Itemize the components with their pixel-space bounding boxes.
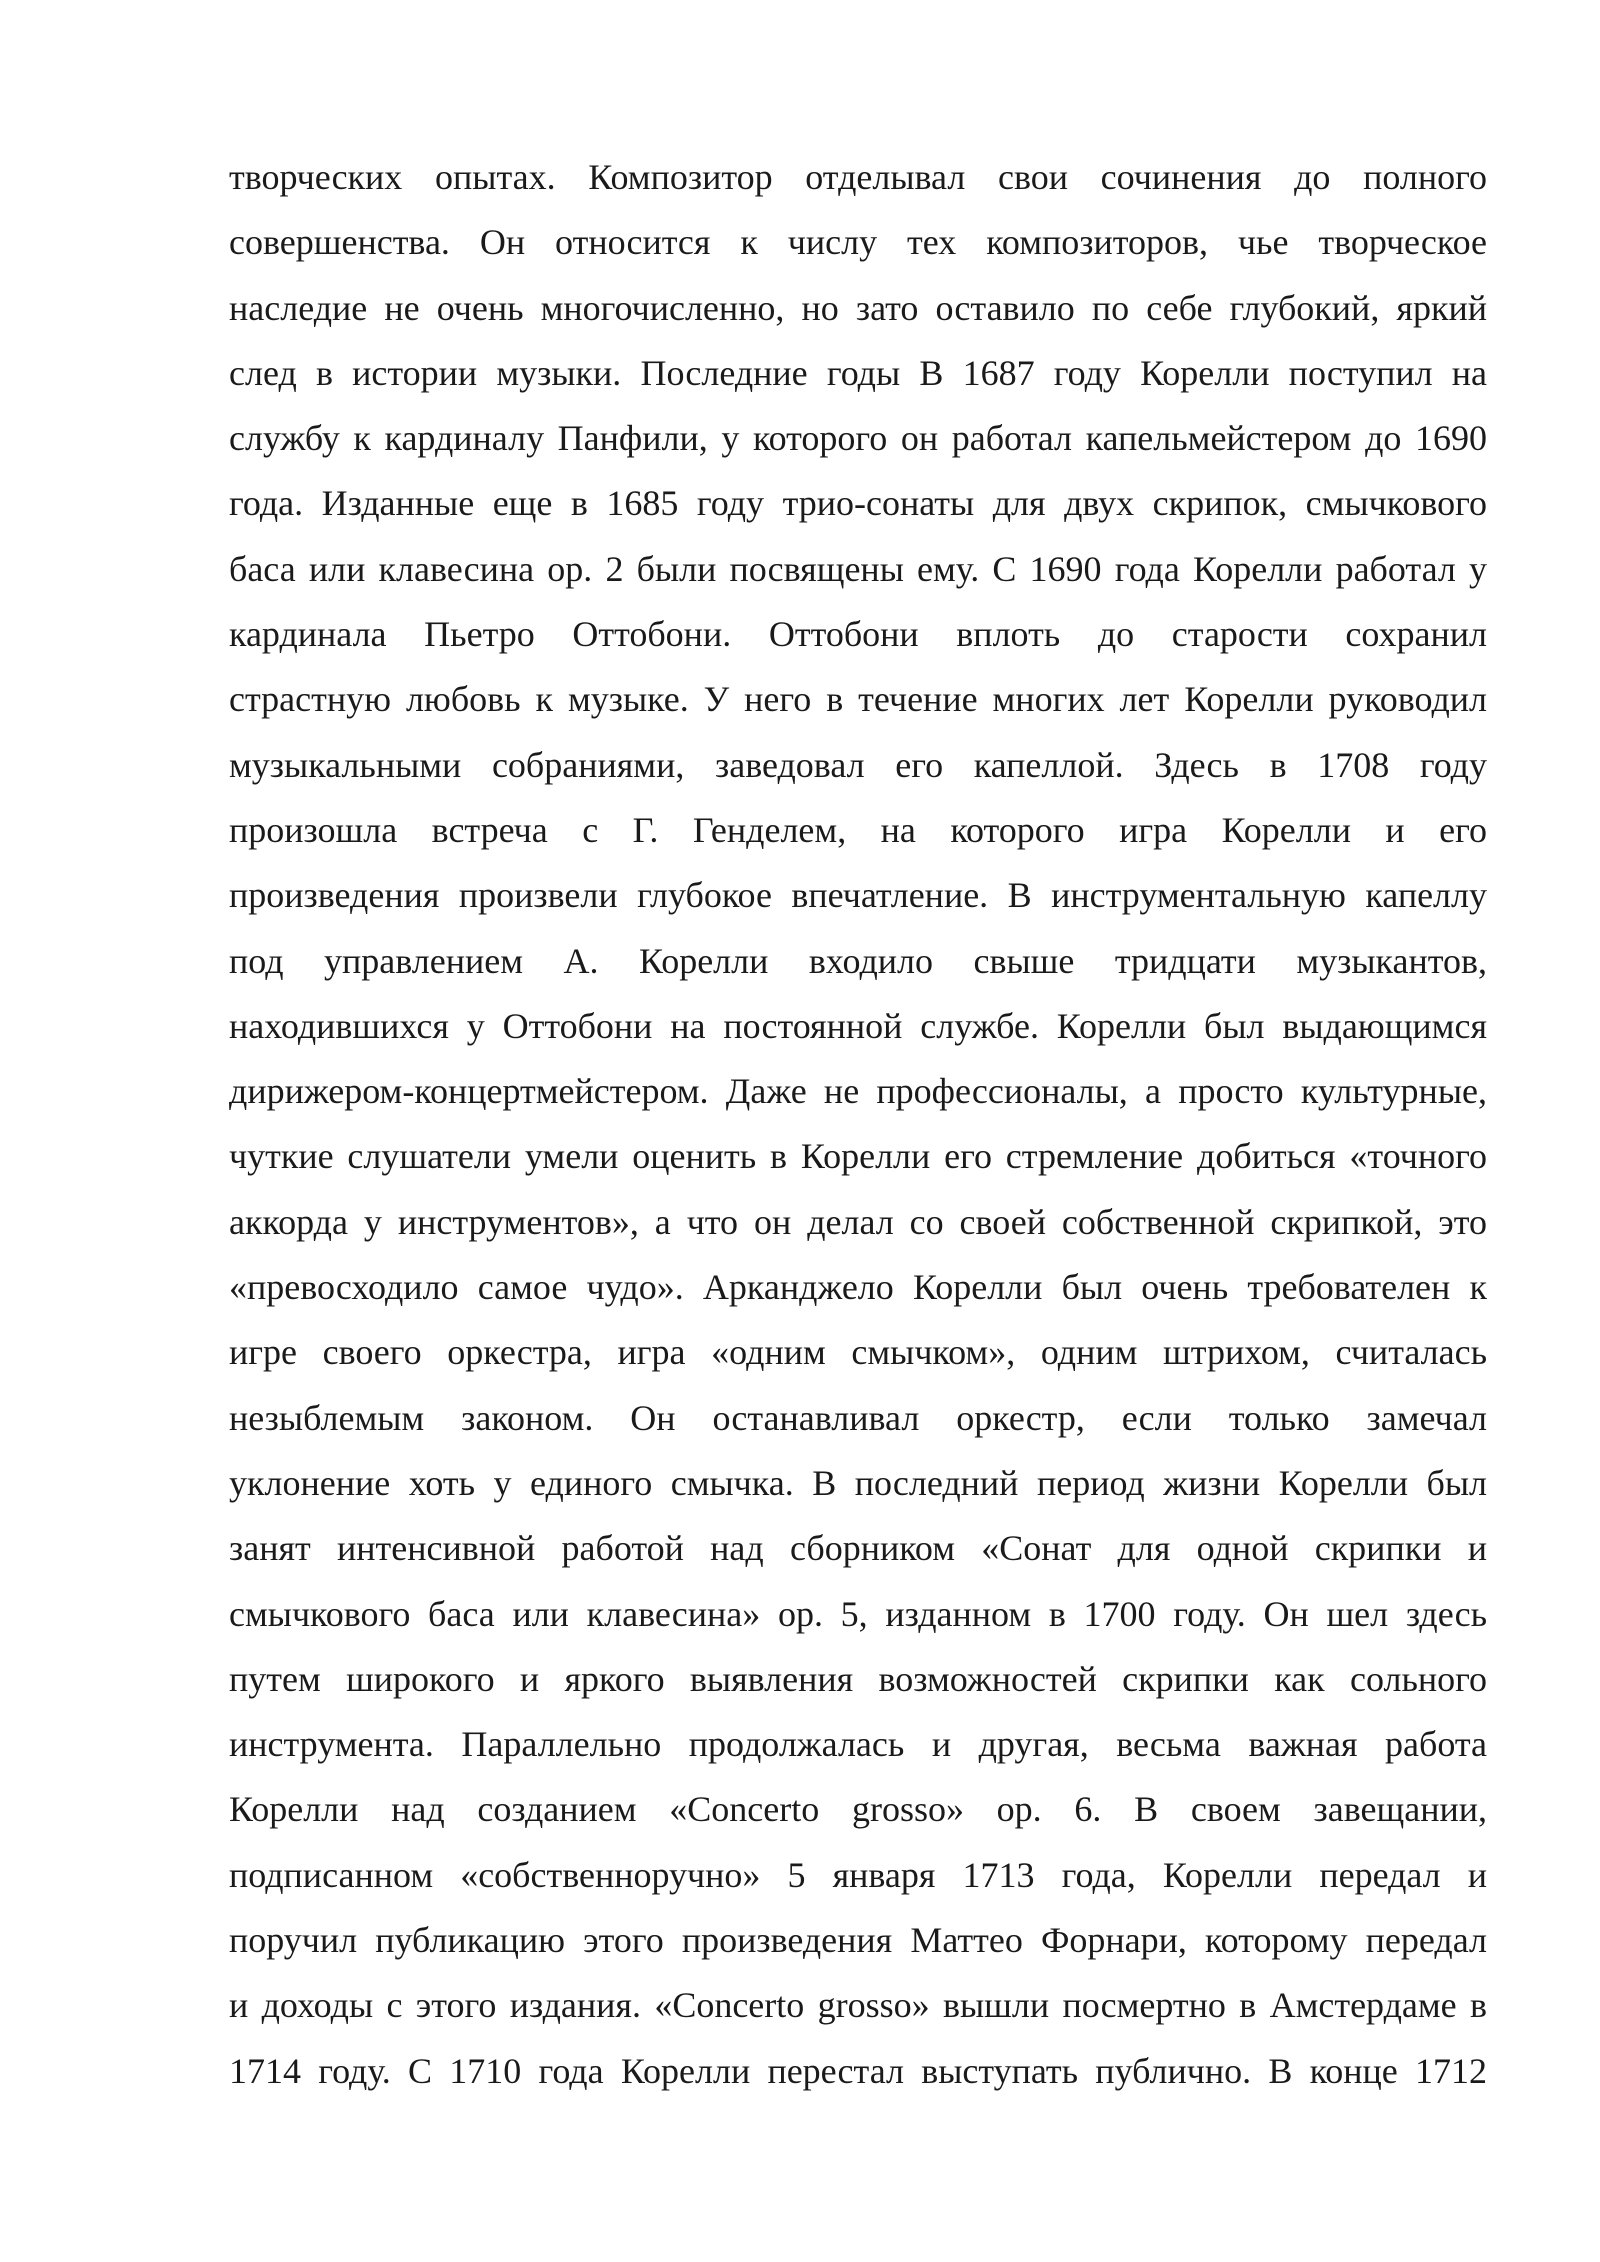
- text-line: уклонение хоть у единого смычка. В последний период жизни Корелли был: [229, 1462, 1487, 1503]
- text-line: службу к кардиналу Панфили, у которого он работал капельмейстером до 1690: [229, 418, 1487, 459]
- text-line: «превосходило самое чудо». Арканджело Корелли был очень требователен к: [229, 1267, 1487, 1308]
- text-line: игре своего оркестра, игра «одним смычком», одним штрихом, считалась: [229, 1332, 1487, 1373]
- text-line: произошла встреча с Г. Генделем, на которого игра Корелли и его: [229, 809, 1487, 850]
- text-line: инструмента. Параллельно продолжалась и другая, весьма важная работа: [229, 1724, 1487, 1765]
- text-line: подписанном «собственноручно» 5 января 1713 года, Корелли передал и: [229, 1854, 1487, 1895]
- text-line: 1714 году. С 1710 года Корелли перестал выступать публично. В конце 1712: [229, 2050, 1487, 2091]
- text-line: чуткие слушатели умели оценить в Корелли его стремление добиться «точного: [229, 1136, 1487, 1177]
- text-line: года. Изданные еще в 1685 году трио-сонаты для двух скрипок, смычкового: [229, 483, 1487, 524]
- text-line: кардинала Пьетро Оттобони. Оттобони вплоть до старости сохранил: [229, 614, 1487, 655]
- text-line: путем широкого и яркого выявления возможностей скрипки как сольного: [229, 1658, 1487, 1699]
- text-line: незыблемым законом. Он останавливал оркестр, если только замечал: [229, 1397, 1487, 1438]
- body-text: [229, 150, 1487, 2109]
- text-line: аккорда у инструментов», а что он делал со своей собственной скрипкой, это: [229, 1201, 1487, 1242]
- text-line: и доходы с этого издания. «Concerto grosso» вышли посмертно в Амстердаме в: [229, 1985, 1487, 2026]
- text-line: страстную любовь к музыке. У него в течение многих лет Корелли руководил: [229, 679, 1487, 720]
- text-line: поручил публикацию этого произведения Маттео Форнари, которому передал: [229, 1920, 1487, 1961]
- text-line: музыкальными собраниями, заведовал его капеллой. Здесь в 1708 году: [229, 744, 1487, 785]
- text-line: смычкового баса или клавесина» ор. 5, изданном в 1700 году. Он шел здесь: [229, 1593, 1487, 1634]
- text-line: баса или клавесина ор. 2 были посвящены ему. С 1690 года Корелли работал у: [229, 548, 1487, 589]
- text-line: Корелли над созданием «Concerto grosso» ор. 6. В своем завещании,: [229, 1789, 1487, 1830]
- text-line: занят интенсивной работой над сборником «Сонат для одной скрипки и: [229, 1528, 1487, 1569]
- text-line: дирижером-концертмейстером. Даже не профессионалы, а просто культурные,: [229, 1071, 1487, 1112]
- text-line: под управлением А. Корелли входило свыше тридцати музыкантов,: [229, 940, 1487, 981]
- text-line: наследие не очень многочисленно, но зато оставило по себе глубокий, яркий: [229, 287, 1487, 328]
- text-line: совершенства. Он относится к числу тех композиторов, чье творческое: [229, 222, 1487, 263]
- text-line: творческих опытах. Композитор отделывал свои сочинения до полного: [229, 157, 1487, 197]
- text-line: находившихся у Оттобони на постоянной службе. Корелли был выдающимся: [229, 1005, 1487, 1046]
- text-line: произведения произвели глубокое впечатление. В инструментальную капеллу: [229, 875, 1487, 916]
- text-line: след в истории музыки. Последние годы В 1687 году Корелли поступил на: [229, 352, 1487, 393]
